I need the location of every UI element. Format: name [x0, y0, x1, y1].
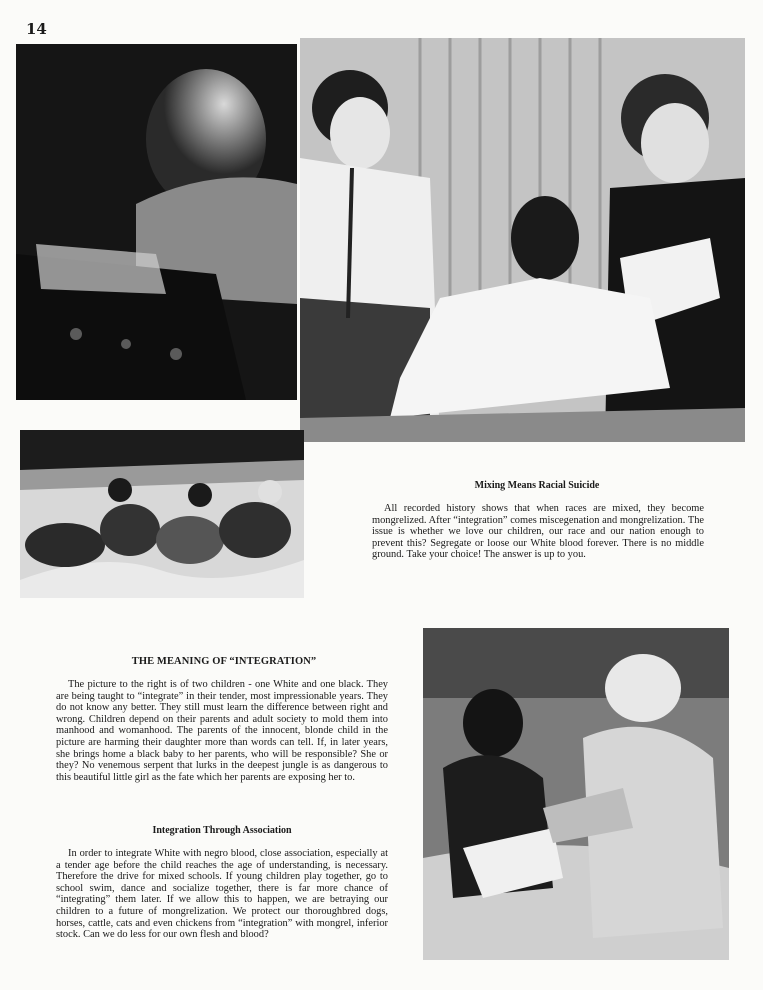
- article-headline: THE MEANING OF “INTEGRATION”: [131, 656, 317, 667]
- caption-title: Mixing Means Racial Suicide: [474, 480, 600, 491]
- photo-children-sand: [20, 430, 304, 598]
- photo-two-children: [423, 628, 729, 960]
- article-subheading: Integration Through Association: [152, 825, 292, 836]
- article-paragraph-2: In order to integrate White with negro blood, close association, especially at a tender age before the child reaches the age of understanding, is necessary. Therefore the drive for mixed schools. If young children play together, go to school swim, dance and socialize together, there is far more chance of “integrating” them later. If we allow this to happen, we are betraying our children to a future of mongrelization. We protect our thoroughbred dogs, horses, cattle, cats and even chickens from “integration” with mongrel, inferior stock. Can we do less for our own flesh and blood?: [56, 848, 388, 941]
- article-paragraph-1: The picture to the right is of two children - one White and one black. They are being taught to “integrate” in their tender, most impressionable years. They do not know any better. They still must learn the difference between right and wrong. Children depend on their parents and adult society to mold them into manhood and womanhood. The parents of the innocent, blonde child in the picture are harming their daughter more than words can tell. If, in later years, she brings home a black baby to her parents, who will be responsible? She or they? No venemous serpent that lurks in the deepest jungle is as dangerous to this beautiful little girl as the fate which her parents are exposing her to.: [56, 679, 388, 783]
- page-number: 14: [26, 20, 47, 38]
- photo-boy-reading: [16, 44, 297, 400]
- photo-students-desk: [300, 38, 745, 442]
- caption-text: All recorded history shows that when races are mixed, they become mongrelized. After “integration” comes miscegenation and mongrelization. The issue is whether we love our children, our race and our nation enough to prevent this? Segregate or loose our White blood forever. There is no middle ground. Take your choice! The answer is up to you.: [372, 503, 704, 561]
